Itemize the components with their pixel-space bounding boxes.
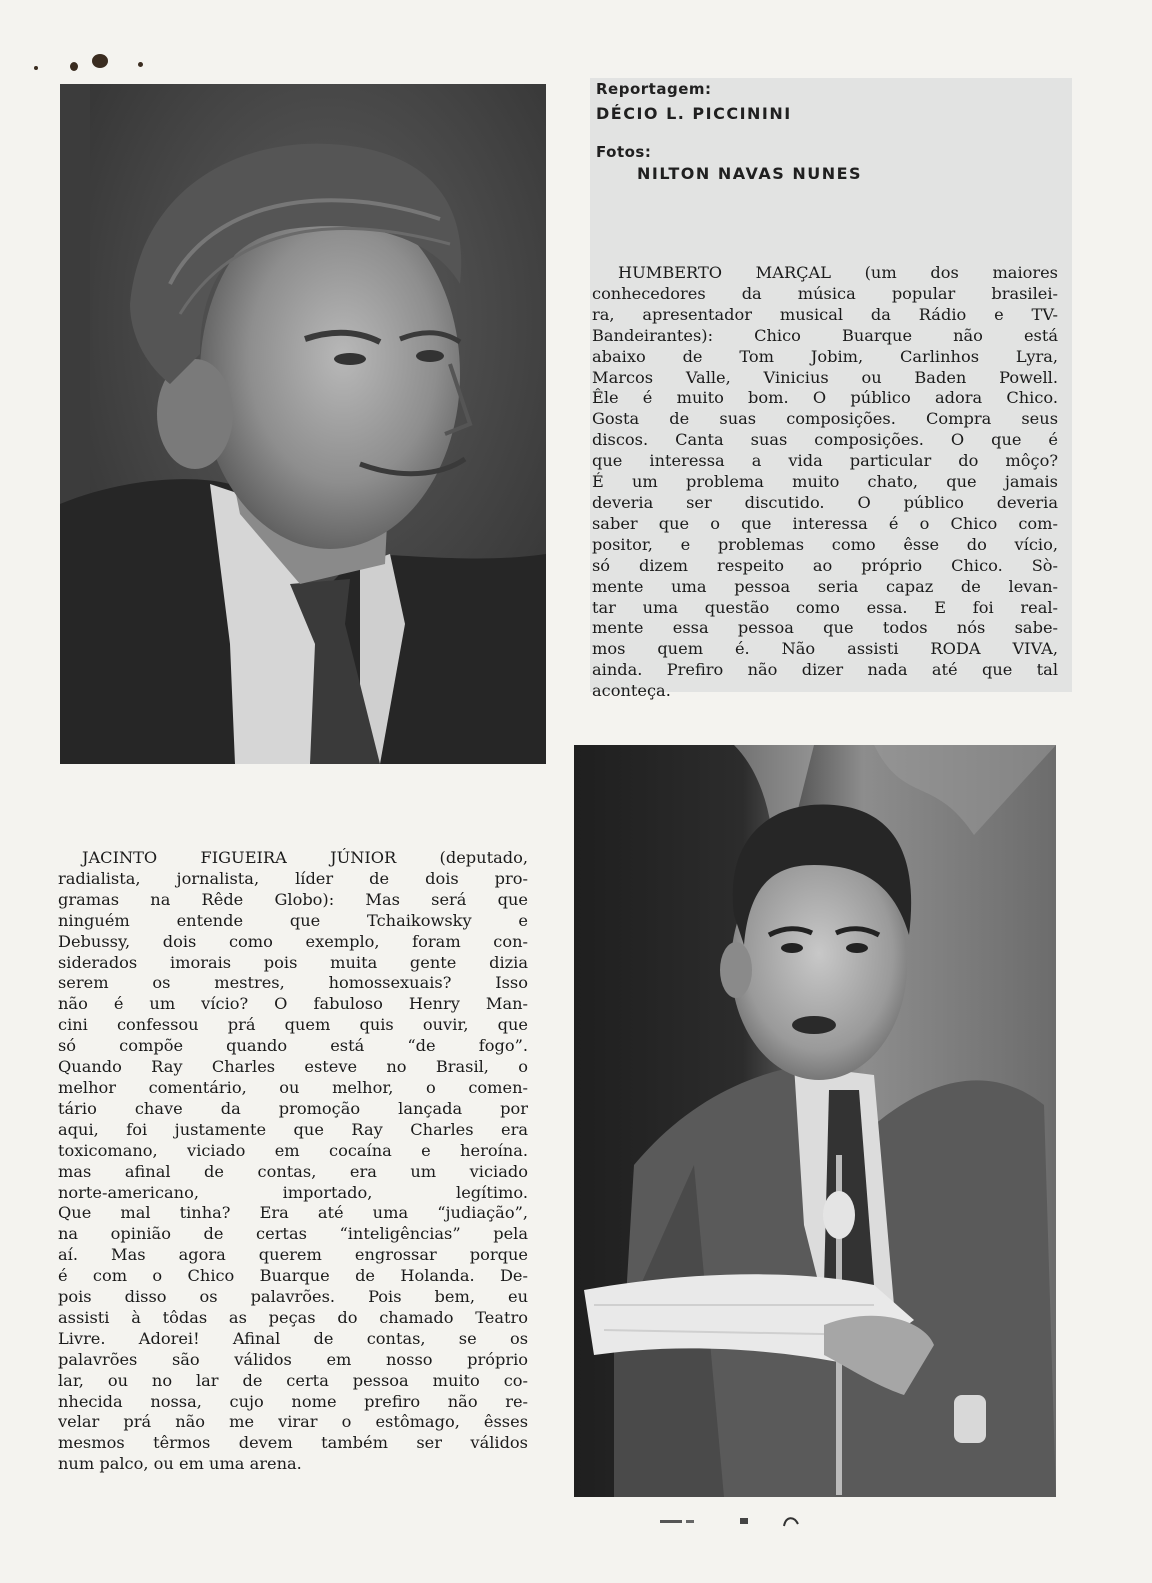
text-line: Bandeirantes): Chico Buarque não está bbox=[592, 325, 1058, 345]
photographer-name: NILTON NAVAS NUNES bbox=[637, 164, 863, 183]
report-label: Reportagem: bbox=[596, 80, 712, 98]
text-line: cini confessou prá quem quis ouvir, que bbox=[58, 1015, 528, 1035]
text-line: serem os mestres, homossexuais? Isso bbox=[58, 973, 528, 993]
text-line: mos quem é. Não assisti RODA VIVA, bbox=[592, 639, 1058, 659]
text-line: num palco, ou em uma arena. bbox=[58, 1454, 302, 1474]
photos-label: Fotos: bbox=[596, 143, 652, 161]
text-line: Marcos Valle, Vinicius ou Baden Powell. bbox=[592, 367, 1058, 387]
text-line: tar uma questão como essa. E foi real- bbox=[592, 597, 1058, 617]
text-line: aí. Mas agora querem engrossar porque bbox=[58, 1245, 528, 1265]
text-line: saber que o que interessa é o Chico com- bbox=[592, 513, 1058, 533]
text-line: positor, e problemas como êsse do vício, bbox=[592, 534, 1058, 554]
text-line: lar, ou no lar de certa pessoa muito co- bbox=[58, 1370, 528, 1390]
text-line: abaixo de Tom Jobim, Carlinhos Lyra, bbox=[592, 346, 1058, 366]
text-line: é com o Chico Buarque de Holanda. De- bbox=[58, 1266, 528, 1286]
ink-speck bbox=[92, 54, 108, 68]
text-line: Livre. Adorei! Afinal de contas, se os bbox=[58, 1328, 528, 1348]
text-line: não é um vício? O fabuloso Henry Man- bbox=[58, 994, 528, 1014]
text-line: É um problema muito chato, que jamais bbox=[592, 472, 1058, 492]
text-line: Quando Ray Charles esteve no Brasil, o bbox=[58, 1057, 528, 1077]
text-line: siderados imorais pois muita gente dizia bbox=[58, 952, 528, 972]
text-line: só dizem respeito ao próprio Chico. Sò- bbox=[592, 555, 1058, 575]
ink-speck bbox=[138, 62, 143, 67]
text-line: na opinião de certas “inteligências” pela bbox=[58, 1224, 528, 1244]
text-line: melhor comentário, ou melhor, o comen- bbox=[58, 1077, 528, 1097]
text-line: deveria ser discutido. O público deveria bbox=[592, 492, 1058, 512]
photo-jacinto-microphone bbox=[574, 745, 1056, 1497]
text-line: conhecedores da música popular brasilei- bbox=[592, 283, 1058, 303]
text-line: palavrões são válidos em nosso próprio bbox=[58, 1349, 528, 1369]
text-line: tário chave da promoção lançada por bbox=[58, 1098, 528, 1118]
text-line: só compõe quando está “de fogo”. bbox=[58, 1036, 528, 1056]
text-line: que interessa a vida particular do môço? bbox=[592, 451, 1058, 471]
text-line: norte-americano, importado, legítimo. bbox=[58, 1182, 528, 1202]
text-line: ra, apresentador musical da Rádio e TV- bbox=[592, 304, 1058, 324]
text-line: assisti à tôdas as peças do chamado Teatro bbox=[58, 1307, 528, 1327]
text-line: JACINTO FIGUEIRA JÚNIOR (deputado, bbox=[82, 848, 528, 867]
text-line: ainda. Prefiro não dizer nada até que tal bbox=[592, 660, 1058, 680]
text-line: Êle é muito bom. O público adora Chico. bbox=[592, 388, 1058, 408]
text-line: aconteça. bbox=[592, 681, 671, 701]
text-line: HUMBERTO MARÇAL (um dos maiores bbox=[618, 263, 1058, 282]
print-marks bbox=[660, 1514, 810, 1528]
text-line: radialista, jornalista, líder de dois pro- bbox=[58, 868, 528, 888]
text-line: Que mal tinha? Era até uma “judiação”, bbox=[58, 1203, 528, 1223]
text-line: Debussy, dois como exemplo, foram con- bbox=[58, 931, 528, 951]
text-line: mente essa pessoa que todos nós sabe- bbox=[592, 618, 1058, 638]
reporter-name: DÉCIO L. PICCININI bbox=[596, 104, 792, 123]
text-line: ninguém entende que Tchaikowsky e bbox=[58, 910, 528, 930]
text-line: mas afinal de contas, era um viciado bbox=[58, 1161, 528, 1181]
text-line: mesmos têrmos devem também ser válidos bbox=[58, 1433, 528, 1453]
text-line: Gosta de suas composições. Compra seus bbox=[592, 409, 1058, 429]
text-line: mente uma pessoa seria capaz de levan- bbox=[592, 576, 1058, 596]
portrait-photo-humberto bbox=[60, 84, 546, 764]
article-humberto-marcal bbox=[592, 263, 1058, 702]
ink-speck bbox=[34, 66, 38, 70]
text-line: velar prá não me virar o estômago, êsses bbox=[58, 1412, 528, 1432]
text-line: pois disso os palavrões. Pois bem, eu bbox=[58, 1287, 528, 1307]
text-line: nhecida nossa, cujo nome prefiro não re- bbox=[58, 1391, 528, 1411]
text-line: gramas na Rêde Globo): Mas será que bbox=[58, 889, 528, 909]
article-jacinto-figueira bbox=[58, 848, 528, 1475]
text-line: aqui, foi justamente que Ray Charles era bbox=[58, 1119, 528, 1139]
text-line: toxicomano, viciado em cocaína e heroína. bbox=[58, 1140, 528, 1160]
ink-speck bbox=[70, 62, 78, 71]
text-line: discos. Canta suas composições. O que é bbox=[592, 430, 1058, 450]
